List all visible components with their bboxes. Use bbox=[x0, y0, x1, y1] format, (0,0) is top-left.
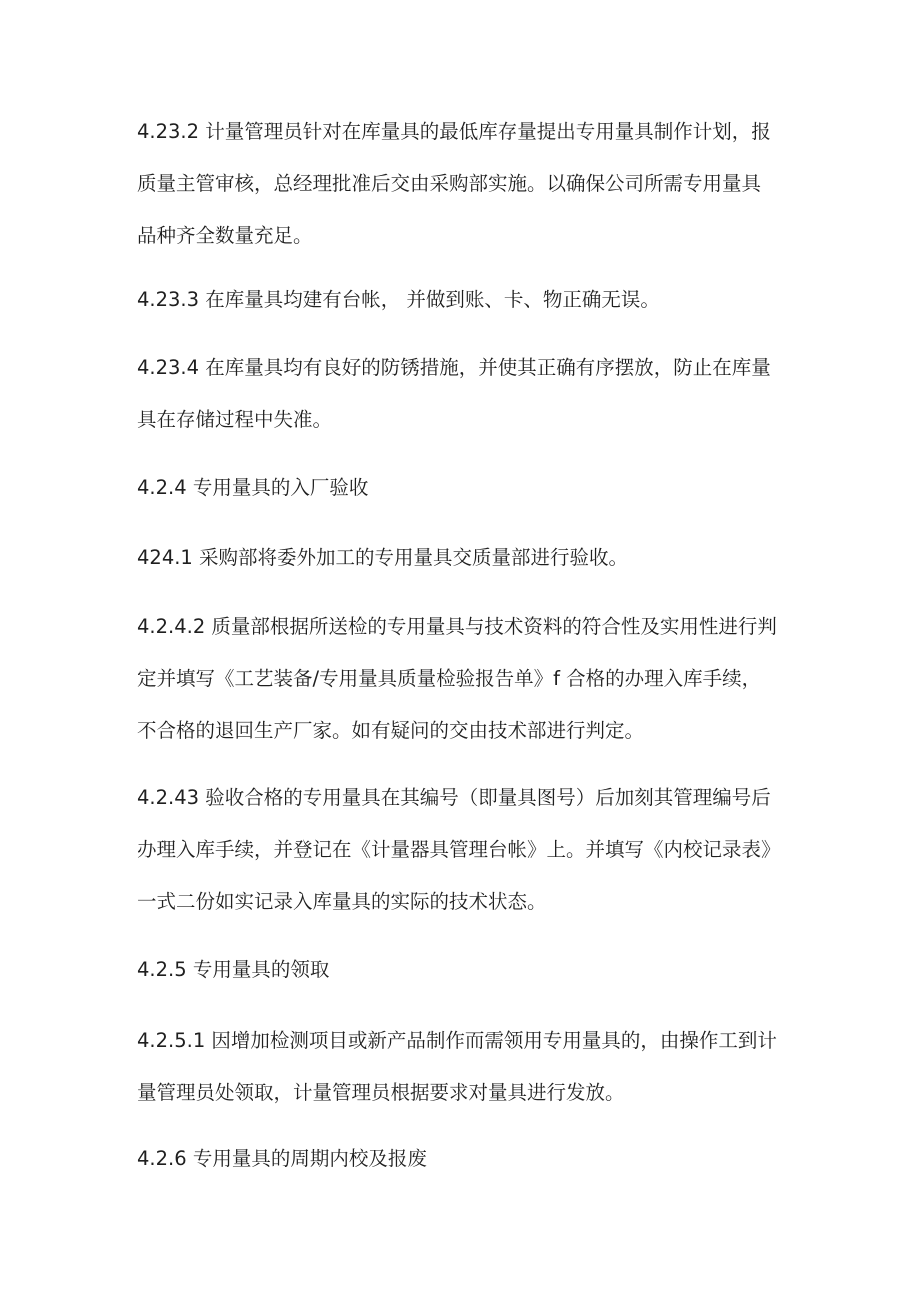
text-line: 定并填写《工艺装备/专用量具质量检验报告单》f 合格的办理入库手续， bbox=[137, 667, 762, 690]
section-heading-4-2-4 bbox=[137, 462, 817, 514]
section-heading-4-2-6 bbox=[137, 1133, 817, 1185]
text-line: 4.23.2 计量管理员针对在库量具的最低库存量提出专用量具制作计划，报 bbox=[137, 120, 771, 143]
text-line: 具在存储过程中失准。 bbox=[137, 408, 333, 431]
text-line: 4.2.43 验收合格的专用量具在其编号（即量具图号）后加刻其管理编号后 bbox=[137, 786, 771, 809]
paragraph-4-2-4-2 bbox=[137, 601, 817, 757]
text-line: 4.2.5 专用量具的领取 bbox=[137, 958, 330, 981]
text-line: 质量主管审核，总经理批准后交由采购部实施。以确保公司所需专用量具 bbox=[137, 172, 762, 195]
paragraph-4-23-3 bbox=[137, 274, 817, 326]
text-line: 4.23.3 在库量具均建有台帐， 并做到账、卡、物正确无误。 bbox=[137, 288, 660, 311]
paragraph-4-2-5-1 bbox=[137, 1015, 817, 1119]
paragraph-4-23-2 bbox=[137, 106, 817, 262]
paragraph-4-23-4 bbox=[137, 342, 817, 446]
text-line: 4.2.4.2 质量部根据所送检的专用量具与技术资料的符合性及实用性进行判 bbox=[137, 615, 777, 638]
text-line: 办理入库手续，并登记在《计量器具管理台帐》上。并填写《内校记录表》 bbox=[137, 838, 781, 861]
paragraph-4-2-43 bbox=[137, 772, 817, 928]
text-line: 品种齐全数量充足。 bbox=[137, 224, 313, 247]
section-heading-4-2-5 bbox=[137, 944, 817, 996]
paragraph-424-1 bbox=[137, 532, 817, 584]
text-line: 4.2.6 专用量具的周期内校及报废 bbox=[137, 1147, 427, 1170]
text-line: 不合格的退回生产厂家。如有疑问的交由技术部进行判定。 bbox=[137, 719, 645, 742]
text-line: 量管理员处领取，计量管理员根据要求对量具进行发放。 bbox=[137, 1081, 625, 1104]
text-line: 424.1 采购部将委外加工的专用量具交质量部进行验收。 bbox=[137, 546, 629, 569]
text-line: 4.23.4 在库量具均有良好的防锈措施，并使其正确有序摆放，防止在库量 bbox=[137, 356, 771, 379]
text-line: 4.2.4 专用量具的入厂验收 bbox=[137, 476, 369, 499]
text-line: 一式二份如实记录入库量具的实际的技术状态。 bbox=[137, 890, 547, 913]
text-line: 4.2.5.1 因增加检测项目或新产品制作而需领用专用量具的，由操作工到计 bbox=[137, 1029, 777, 1052]
